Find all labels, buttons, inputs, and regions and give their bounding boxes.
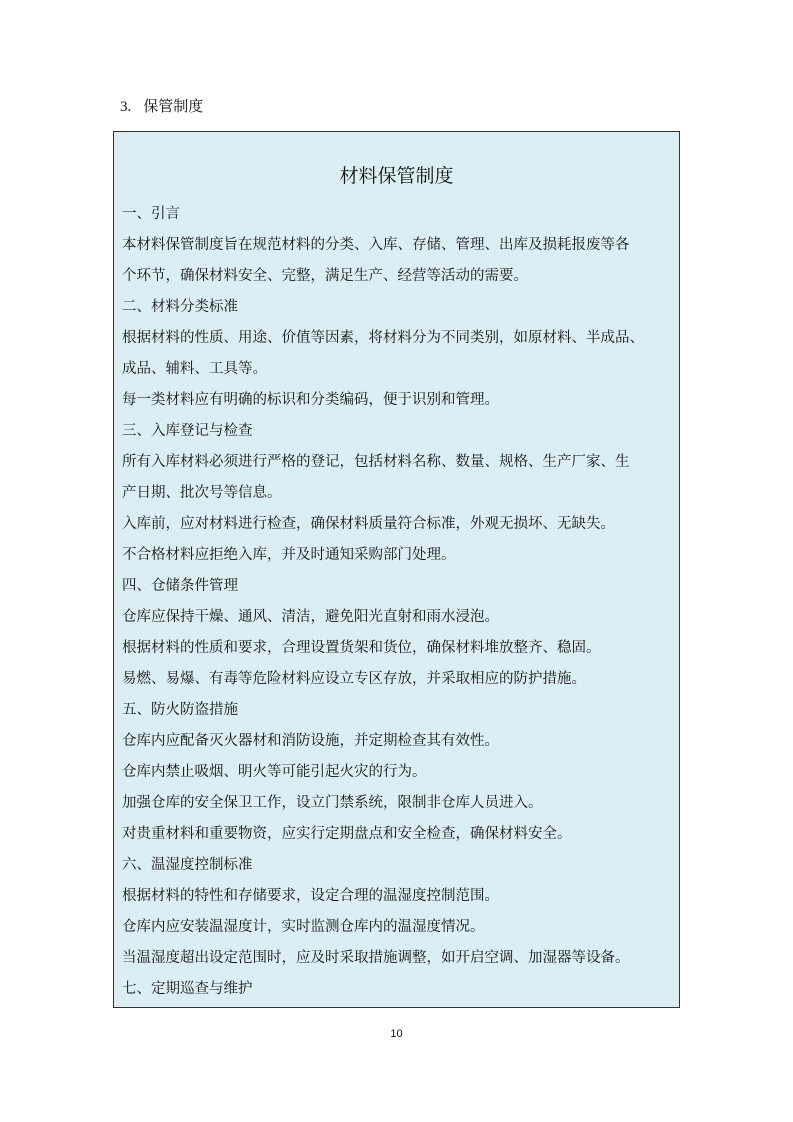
section-title: 保管制度	[143, 97, 204, 115]
section-heading-classification: 二、材料分类标准	[122, 299, 238, 315]
section-heading-intro: 一、引言	[122, 206, 180, 222]
page-number: 10	[390, 1028, 403, 1040]
paragraph-line: 个环节，确保材料安全、完整，满足生产、经营等活动的需要。	[122, 268, 528, 284]
paragraph-line: 不合格材料应拒绝入库，并及时通知采购部门处理。	[122, 547, 456, 563]
paragraph-line: 仓库内应配备灭火器材和消防设施，并定期检查其有效性。	[122, 733, 499, 749]
section-heading-storage: 四、仓储条件管理	[122, 578, 238, 594]
paragraph-line: 根据材料的特性和存储要求，设定合理的温湿度控制范围。	[122, 888, 499, 904]
policy-title: 材料保管制度	[339, 165, 454, 187]
policy-box	[113, 131, 680, 1008]
policy-body	[122, 199, 680, 1005]
paragraph-line: 仓库内禁止吸烟、明火等可能引起火灾的行为。	[122, 764, 427, 780]
paragraph-line: 当温湿度超出设定范围时，应及时采取措施调整，如开启空调、加湿器等设备。	[122, 950, 630, 966]
paragraph-line: 产日期、批次号等信息。	[122, 485, 282, 501]
paragraph-line: 仓库内应安装温湿度计，实时监测仓库内的温湿度情况。	[122, 919, 485, 935]
paragraph-line: 所有入库材料必须进行严格的登记，包括材料名称、数量、规格、生产厂家、生	[122, 454, 630, 470]
section-heading-inspection: 七、定期巡查与维护	[122, 981, 253, 997]
paragraph-line: 加强仓库的安全保卫工作，设立门禁系统，限制非仓库人员进入。	[122, 795, 543, 811]
paragraph-line: 根据材料的性质和要求，合理设置货架和货位，确保材料堆放整齐、稳固。	[122, 640, 601, 656]
paragraph-line: 仓库应保持干燥、通风、清洁，避免阳光直射和雨水浸泡。	[122, 609, 499, 625]
section-heading-climate: 六、温湿度控制标准	[122, 857, 253, 873]
paragraph-line: 成品、辅料、工具等。	[122, 361, 267, 377]
paragraph-line: 根据材料的性质、用途、价值等因素，将材料分为不同类别，如原材料、半成品、	[122, 330, 644, 346]
paragraph-line: 对贵重材料和重要物资，应实行定期盘点和安全检查，确保材料安全。	[122, 826, 572, 842]
section-heading-fire-theft: 五、防火防盗措施	[122, 702, 238, 718]
section-number: 3.	[120, 99, 132, 115]
section-heading	[120, 95, 203, 118]
paragraph-line: 易燃、易爆、有毒等危险材料应设立专区存放，并采取相应的防护措施。	[122, 671, 586, 687]
paragraph-line: 每一类材料应有明确的标识和分类编码，便于识别和管理。	[122, 392, 499, 408]
section-heading-receiving: 三、入库登记与检查	[122, 423, 253, 439]
paragraph-line: 入库前，应对材料进行检查，确保材料质量符合标准，外观无损坏、无缺失。	[122, 516, 615, 532]
paragraph-line: 本材料保管制度旨在规范材料的分类、入库、存储、管理、出库及损耗报废等各	[122, 237, 630, 253]
